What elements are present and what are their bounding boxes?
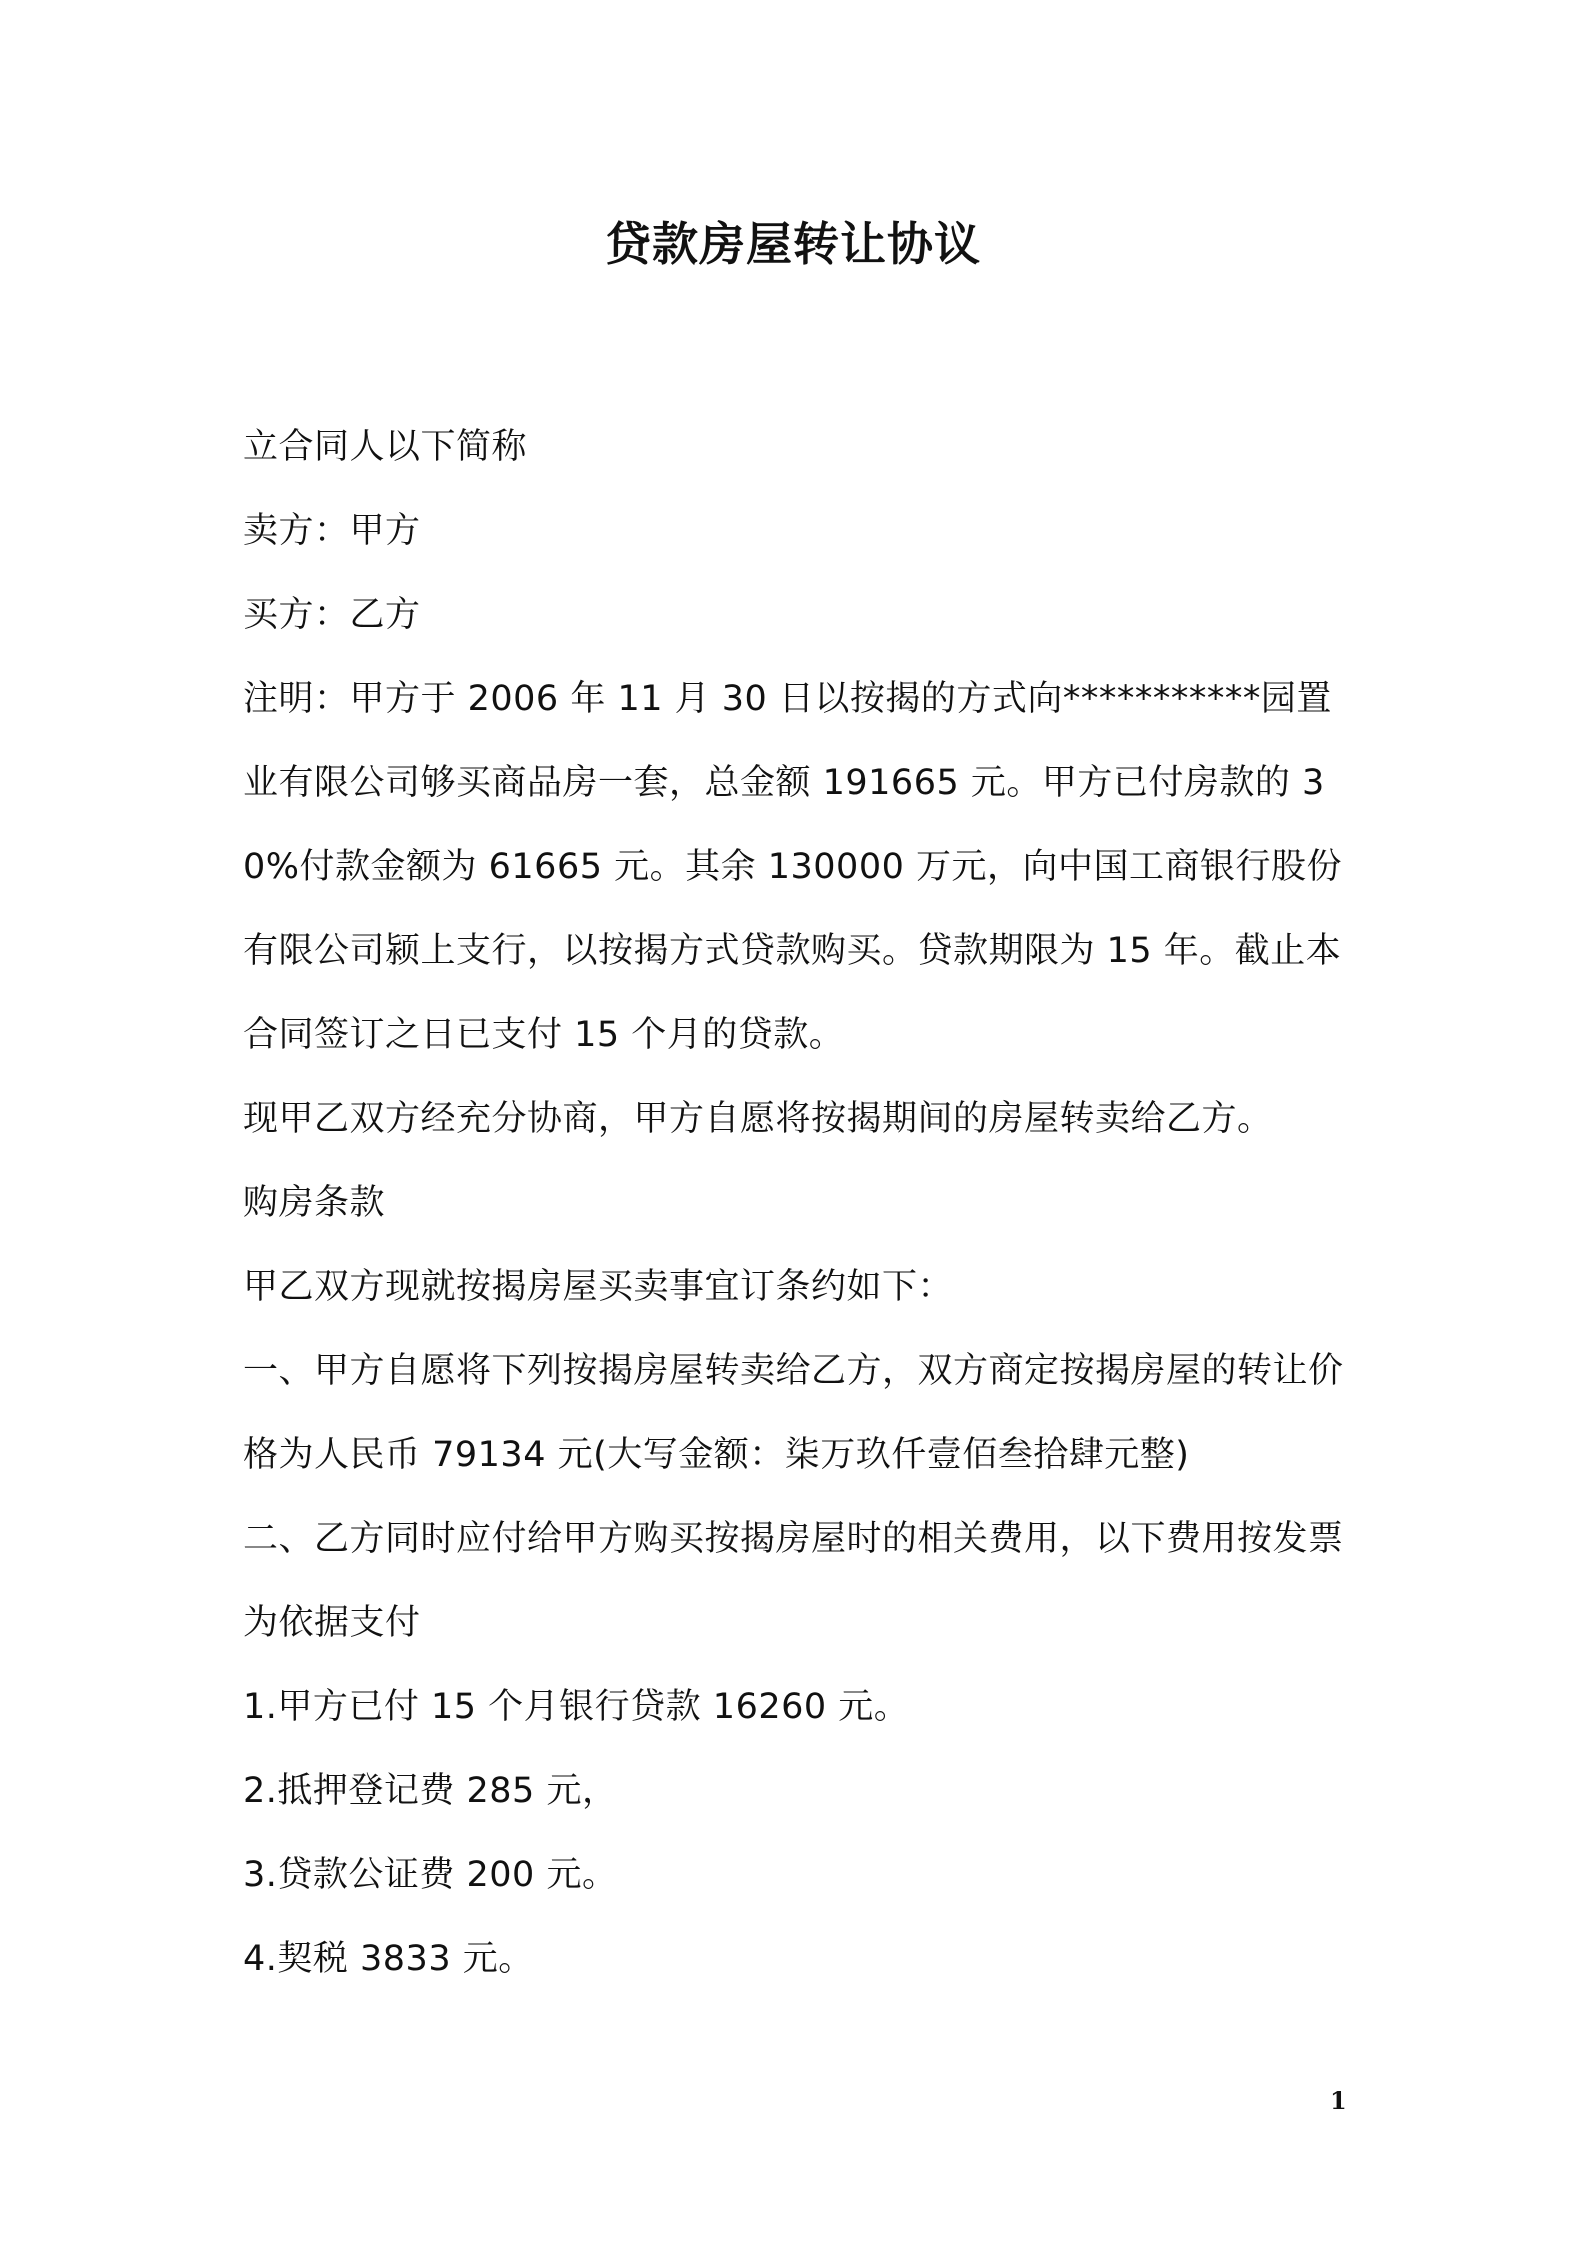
- clause-one: 一、甲方自愿将下列按揭房屋转卖给乙方，双方商定按揭房屋的转让价格为人民币 79134 元(大写金额：柒万玖仟壹佰叁拾肆元整): [243, 1351, 1344, 1475]
- section-heading-purchase-terms: 购房条款: [243, 1183, 386, 1223]
- paragraph-agreement: 现甲乙双方经充分协商，甲方自愿将按揭期间的房屋转卖给乙方。: [243, 1099, 1273, 1139]
- paragraph-terms-intro: 甲乙双方现就按揭房屋买卖事宜订条约如下：: [243, 1267, 954, 1307]
- fee-item-1: 1.甲方已付 15 个月银行贷款 16260 元。: [243, 1687, 910, 1727]
- clause-two: 二、乙方同时应付给甲方购买按揭房屋时的相关费用，以下费用按发票为依据支付: [243, 1519, 1344, 1643]
- paragraph-seller: 卖方：甲方: [243, 511, 421, 551]
- paragraph-note: 注明：甲方于 2006 年 11 月 30 日以按揭的方式向***********园置业有限公司够买商品房一套，总金额 191665 元。甲方已付房款的 30%付款金额为 61665 元。其余 130000 万元，向中国工商银行股份有限公司颍上支行，以按揭方式贷款购买。贷款期限为 15 年。截止本合同签订之日已支付 15 个月的贷款。: [243, 679, 1342, 1055]
- fee-item-2: 2.抵押登记费 285 元，: [243, 1771, 618, 1811]
- paragraph-parties-intro: 立合同人以下简称: [243, 427, 528, 467]
- document-body: [243, 405, 1363, 2001]
- fee-item-4: 4.契税 3833 元。: [243, 1939, 534, 1979]
- fee-item-3: 3.贷款公证费 200 元。: [243, 1855, 618, 1895]
- page-number: 1: [1330, 2086, 1347, 2115]
- paragraph-buyer: 买方：乙方: [243, 595, 421, 635]
- document-title: 贷款房屋转让协议: [605, 217, 981, 271]
